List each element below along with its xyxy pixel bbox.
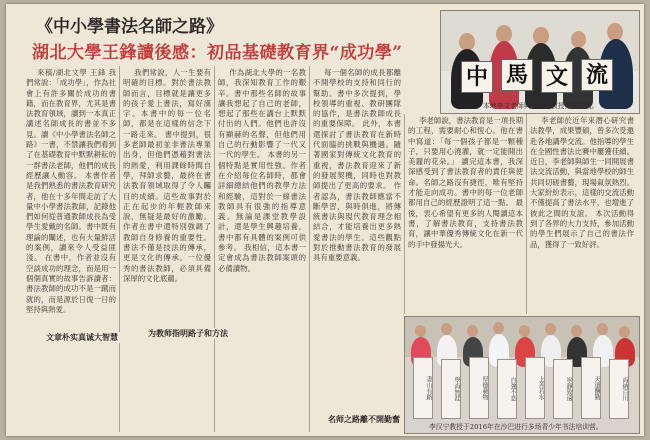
subhead: 为教师指明路子和方法 (148, 328, 228, 338)
article-kicker: 《中小學書法名師之路》 (36, 17, 223, 37)
subhead: 名师之路離不開勤奮 (328, 414, 400, 424)
text-column-3 (218, 68, 306, 432)
calligraphy-card: 中 (461, 61, 493, 93)
calligraphy-card: 流 (581, 59, 613, 91)
photo-calligraphy-camp (404, 316, 640, 434)
column-divider (404, 114, 405, 314)
column-text: 作為湖北大學的一名教師，我深知教育工作的艱辛。書中那些名師的故事讓我想起了自己的老師，想起了那些在講台上默默付出的人們。他們也許沒有顯赫的名聲，但他們用自己的行動影響了一代又一代的學生。 本書的另一個特點是實用性強。作者在介紹每位名師時，都會詳細總結他們的教學方法和經驗，這對於一線書法教師具有很強的指導意義。無論是課堂教學設計，還是學生興趣培養，書中都有具體的案例可供參考。 我相信，這本書一定會成為書法教師案頭的必備讀物。 (218, 68, 306, 273)
photo-caption: 本地李文老師與李汉宁教授作品交流。 (483, 102, 599, 110)
subhead: 文章朴实真诚大智慧 (46, 332, 118, 342)
person-head (619, 326, 630, 338)
column-text: 每一個名師的成長都離不開學校的支持和同行的幫助。書中多次提到，學校領導的重視、教研團隊的協作，是書法教師成長的重要保障。 此外，本書還探討了書法教育在新時代面臨的挑戰與機遇。隨著國家對傳統文化教育的重視，書法教育迎來了新的發展契機，同時也對教師提出了更高的要求。 作者認為，書法教師應當不斷學習，與時俱進，將傳統書法與現代教育理念相結合，才能培養出更多熱愛書法的學生。這些觀點對於推動書法教育的發展具有重要意義。 (313, 68, 401, 263)
newspaper-page (6, 4, 644, 436)
calligraphy-scroll: 寧靜致遠 (553, 359, 573, 419)
calligraphy-scroll: 海納百川 (609, 359, 629, 419)
column-text: 我們常說，人一生要有明確的目標。對於書法教師而言，目標就是讓更多的孩子愛上書法，寫好漢字。本書中的每一位名師，都是在這樣的信念下一路走來。 書中提到，很多老師最初並非書法專業出身，但他們憑藉對書法的熱愛，利用課餘時間自學，拜師求藝，最終在書法教育領域取得了令人矚目的成績。這些故事對於正在起步的年輕教師來說，無疑是最好的激勵。 作者在書中還特別強調了教師自身修養的重要性。書法不僅是技法的傳承，更是文化的傳承。一位優秀的書法教師，必須具備深厚的文化底蘊。 (123, 68, 211, 283)
calligraphy-scroll: 學海無涯 (441, 359, 461, 419)
calligraphy-card: 馬 (501, 59, 533, 91)
calligraphy-scroll: 書山有路 (413, 357, 433, 419)
calligraphy-scroll: 自強不息 (497, 359, 517, 419)
calligraphy-scroll: 上善若水 (525, 357, 545, 419)
person-head (519, 325, 530, 337)
person-head (571, 325, 582, 337)
person-head (467, 325, 478, 337)
text-column-1 (26, 68, 116, 432)
column-text: 李老師於近年來潛心研究書法教學，成果豐碩，曾多次受邀赴各地講學交流。他指導的學生在全國性書法比賽中屢獲佳績。 近日，李老師與師生一同開展書法交流活動，與當地學校的師生共同切磋書藝，現場氣氛熱烈。大家紛紛表示，這樣的交流活動不僅提高了書法水平，也增進了彼此之間的友誼。 本次活動得到了各界的大力支持，參加活動的學生們展示了自己的書法作品，獲得了一致好評。 (530, 116, 634, 249)
article-headline: 湖北大學王鋒讀後感：初品基礎教育界“成功學” (32, 43, 403, 63)
column-divider (119, 66, 120, 432)
photo-caption: 李汉宁教授于2016年在沙巴进行多场青少年书法培训营。 (429, 423, 603, 431)
calligraphy-scroll: 天道酬勤 (581, 357, 601, 419)
calligraphy-card: 文 (541, 61, 573, 93)
person-head (571, 31, 586, 48)
person-head (441, 323, 452, 335)
text-column-4 (313, 68, 401, 313)
person-head (415, 325, 426, 337)
person-head (545, 323, 556, 335)
column-divider (214, 66, 215, 432)
text-column-6 (530, 116, 634, 312)
text-column-2 (123, 68, 211, 432)
column-divider (309, 66, 310, 432)
photo-calligraphy-exchange (440, 10, 640, 114)
text-column-5 (408, 116, 523, 312)
column-divider (526, 114, 527, 314)
person-head (493, 322, 504, 334)
person-head (597, 323, 608, 335)
calligraphy-scroll: 厚德載物 (469, 357, 489, 419)
column-text: 來稿/湖北文學 王鋒 我們常說：「成功學」，作為社會上有許多關於成功的書籍，而在教育界，尤其是書法教育領域，讀到一本真正講述名師成長的書並不多見。讀《中小學書法名師之路》一書，不禁讓我們看到了在基礎教育中默默耕耘的一群書法老師，他們的成長經歷讓人動容。 本書作者是我們熟悉的書法教育研究者，他在十多年間走訪了大量中小學書法教師，記錄他們如何從普通教師成長為受學生愛戴的名師。書中既有理論的闡述，也有大量鮮活的案例，讀來令人受益匪淺。 在書中，作者並沒有空談成功的理念，而是用一個個真實的故事告訴讀者：書法教師的成功不是一蹴而就的，而是源於日復一日的堅持與熱愛。 (26, 68, 116, 314)
column-text: 李老師說，書法教育是一項長期的工程，需要耐心和恆心。他在書中寫道：「每一個孩子都是一顆種子，只要用心澆灌，就一定能開出美麗的花朵。」 讀完這本書，我深深感受到了書法教育者的責任與使命。名師之路沒有捷徑，唯有堅持才能走向成功。書中的每一位老師都用自己的經歷證明了這一點。 最後，衷心希望有更多的人閱讀這本書，了解書法教育，支持書法教育，讓中華優秀傳統文化在新一代的手中發揚光大。 (408, 116, 523, 249)
